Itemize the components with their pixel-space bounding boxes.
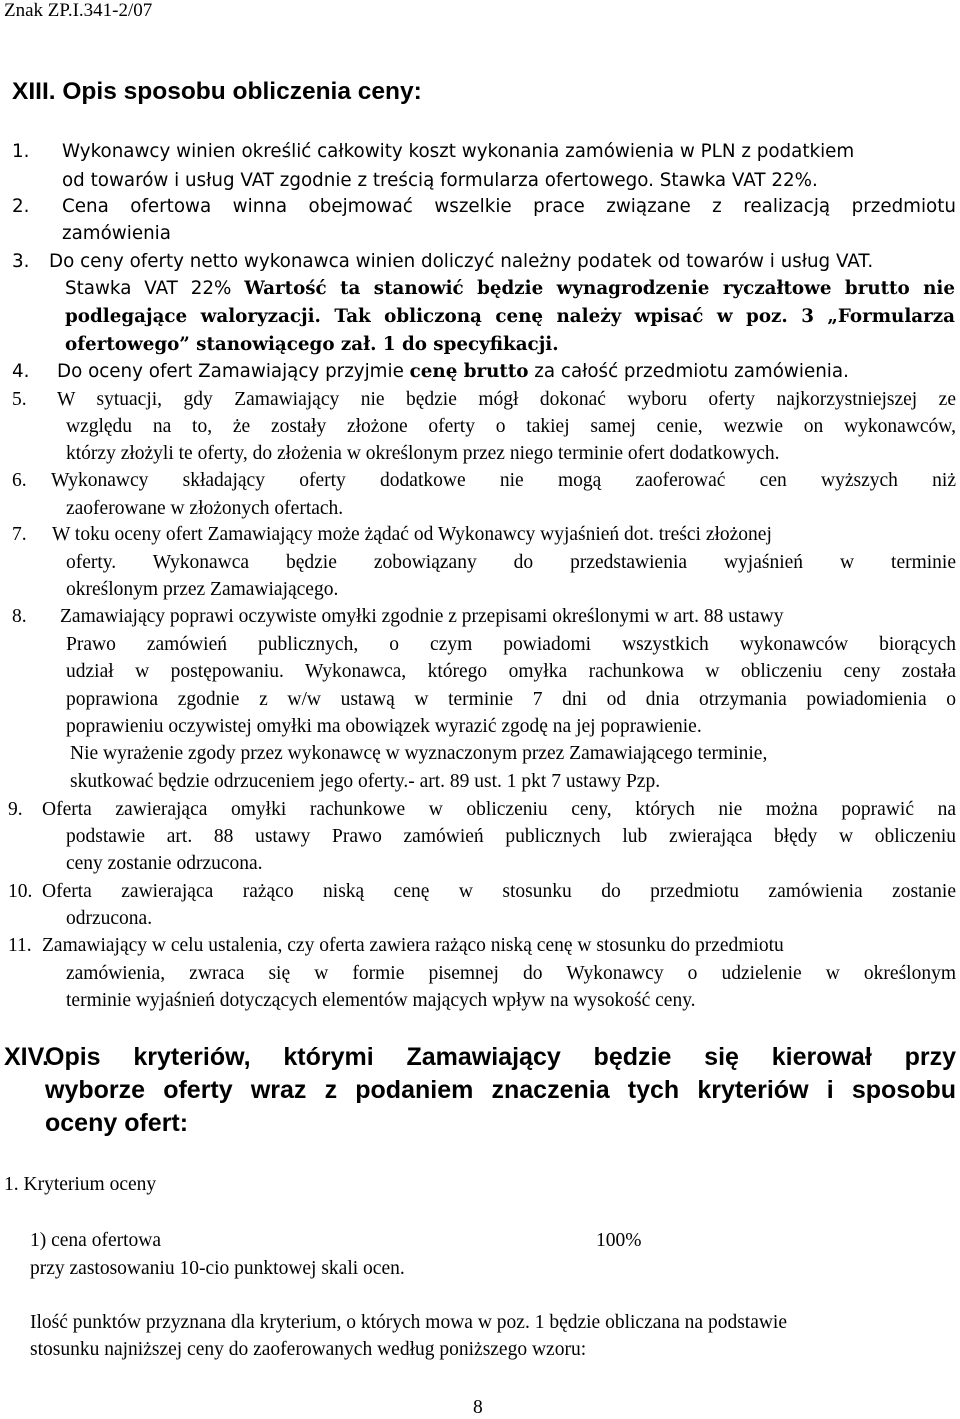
item-text-line: Cena ofertowa winna obejmować wszelkie prace związane z realizacją przedmiotu (62, 196, 956, 217)
item-number: 11. (8, 935, 32, 956)
section-14-number: XIV. (4, 1043, 49, 1071)
item-text-line: Wykonawcy winien określić całkowity koszt wykonania zamówienia w PLN z podatkiem (62, 141, 855, 162)
item-text-line: ceny zostanie odrzucona. (66, 853, 263, 874)
item-text-line: od towarów i usług VAT zgodnie z treścią formularza ofertowego. Stawka VAT 22%. (62, 170, 818, 191)
item-text-line: względu na to, że zostały złożone oferty o takiej samej cenie, wezwie on wykonawców, (66, 416, 956, 437)
item-text-line: Zamawiający w celu ustalenia, czy oferta zawiera rażąco niską cenę w stosunku do przedmiotu (42, 935, 784, 956)
item-text-line: Wykonawcy składający oferty dodatkowe nie mogą zaoferować cen wyższych niż (51, 470, 956, 491)
item-text-line: którzy złożyli te oferty, do złożenia w określonym przez niego terminie ofert dodatkowych. (66, 443, 780, 464)
points-text-line: stosunku najniższej ceny do zaoferowanych według poniższego wzoru: (30, 1339, 587, 1360)
item-text-line: W toku oceny ofert Zamawiający może żądać od Wykonawcy wyjaśnień dot. treści złożonej (52, 524, 772, 545)
item-text-line: Zamawiający poprawi oczywiste omyłki zgodnie z przepisami określonymi w art. 88 ustawy (60, 606, 784, 627)
item-number: 5. (12, 389, 27, 410)
item-number: 1. (12, 141, 30, 162)
item-text-line: Nie wyrażenie zgody przez wykonawcę w wyznaczonym przez Zamawiającego terminie, (70, 743, 768, 764)
item-text-line: określonym przez Zamawiającego. (66, 579, 339, 600)
item-text-line: Prawo zamówień publicznych, o czym powiadomi wszystkich wykonawców biorących (66, 634, 956, 655)
item-text-line: Stawka VAT 22% Wartość ta stanowić będzie wynagrodzenie ryczałtowe brutto nie (65, 278, 955, 299)
document-reference: Znak ZP.I.341-2/07 (4, 0, 153, 21)
item-number: 2. (12, 196, 30, 217)
item-number: 8. (12, 606, 27, 627)
section-14-title-line: wyborze oferty wraz z podaniem znaczenia tych kryteriów i sposobu (45, 1076, 956, 1104)
page-number: 8 (473, 1397, 483, 1418)
item-text-line: podlegające waloryzacji. Tak obliczoną cenę należy wpisać w poz. 3 „Formularza (65, 306, 955, 327)
criterion-note: przy zastosowaniu 10-cio punktowej skali ocen. (30, 1258, 405, 1279)
item-text-line: terminie wyjaśnień dotyczących elementów mających wpływ na wysokość ceny. (66, 990, 696, 1011)
item-text-line: odrzucona. (66, 908, 153, 929)
item-text-line: zaoferowane w złożonych ofertach. (66, 498, 344, 519)
item-number: 10. (8, 881, 33, 902)
item-text-line: ofertowego” stanowiącego zał. 1 do specyfikacji. (65, 334, 559, 355)
item-number: 4. (12, 361, 30, 382)
section-13-title: XIII. Opis sposobu obliczenia ceny: (12, 78, 422, 105)
item-text-line: oferty. Wykonawca będzie zobowiązany do przedstawienia wyjaśnień w terminie (66, 552, 956, 573)
item-text-line: Do ceny oferty netto wykonawca winien doliczyć należny podatek od towarów i usług VAT. (49, 251, 874, 272)
item-text-line: Oferta zawierająca omyłki rachunkowe w obliczeniu ceny, których nie można poprawić na (42, 799, 956, 820)
item-text-line: skutkować będzie odrzuceniem jego oferty.- art. 89 ust. 1 pkt 7 ustawy Pzp. (70, 771, 661, 792)
item-text-line: zamówienia, zwraca się w formie pisemnej do Wykonawcy o udzielenie w określonym (66, 963, 956, 984)
item-number: 3. (12, 251, 30, 272)
item-text-line: Do oceny ofert Zamawiający przyjmie cenę brutto za całość przedmiotu zamówienia. (57, 361, 849, 382)
item-number: 9. (8, 799, 23, 820)
criterion-weight: 100% (596, 1230, 642, 1251)
section-14-title-line: Opis kryteriów, którymi Zamawiający będzie się kierował przy (45, 1043, 956, 1071)
item-text-line: poprawiona zgodnie z w/w ustawą w terminie 7 dni od dnia otrzymania powiadomienia o (66, 689, 956, 710)
item-number: 7. (12, 524, 27, 545)
item-text-line: poprawieniu oczywistej omyłki ma obowiązek wyrazić zgodę na jej poprawienie. (66, 716, 702, 737)
criterion-label: 1) cena ofertowa (30, 1230, 162, 1251)
item-text-line: udział w postępowaniu. Wykonawca, którego omyłka rachunkowa w obliczeniu ceny została (66, 661, 956, 682)
criteria-heading: 1. Kryterium oceny (4, 1174, 157, 1195)
item-text-line: W sytuacji, gdy Zamawiający nie będzie mógł dokonać wyboru oferty najkorzystniejszej ze (57, 389, 956, 410)
item-text-line: zamówienia (62, 223, 171, 244)
item-text-line: Oferta zawierająca rażąco niską cenę w stosunku do przedmiotu zamówienia zostanie (42, 881, 956, 902)
item-number: 6. (12, 470, 27, 491)
section-14-title-line: oceny ofert: (45, 1109, 189, 1137)
points-text-line: Ilość punktów przyznana dla kryterium, o których mowa w poz. 1 będzie obliczana na podstawie (30, 1312, 788, 1333)
item-text-line: podstawie art. 88 ustawy Prawo zamówień publicznych lub zwierająca błędy w obliczeniu (66, 826, 956, 847)
